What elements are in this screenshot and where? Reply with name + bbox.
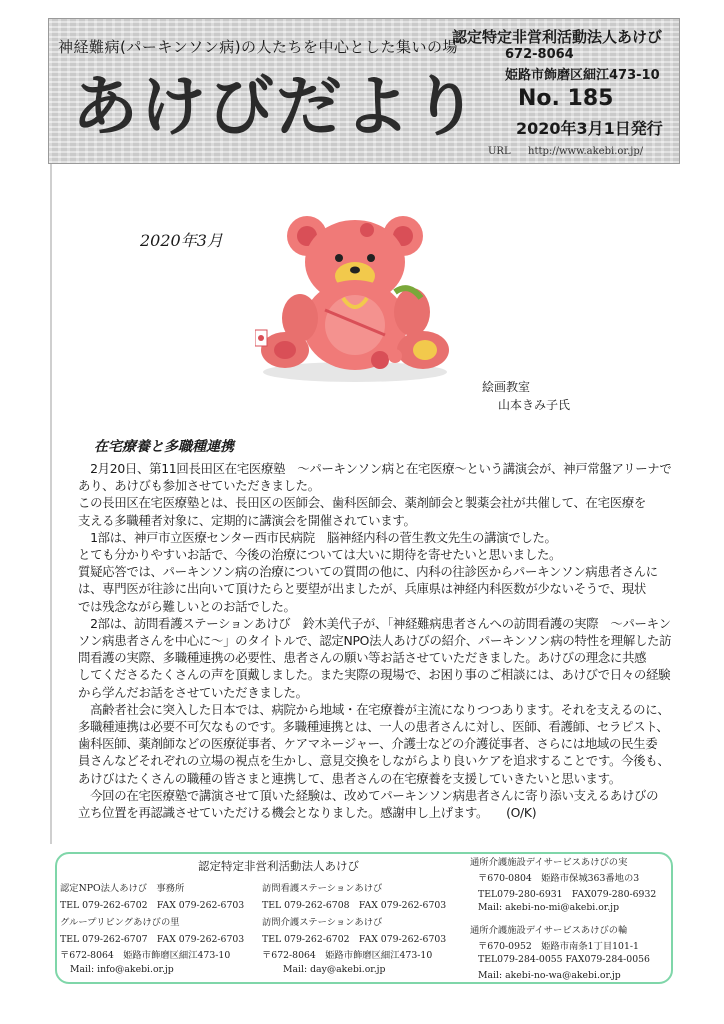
article-line: ソン病患者さんを中心に～」のタイトルで、認定NPO法人あけびの紹介、パーキンソン病の特性を理解した訪 (78, 633, 672, 649)
day-wa-mail-link[interactable]: Mail: akebi-no-wa@akebi.or.jp (478, 970, 621, 981)
article-line: この長田区在宅医療塾とは、長田区の医師会、歯科医師会、薬剤師会と製薬会社が共催して、在宅医療を (78, 495, 647, 511)
article-line: 2部は、訪問看護ステーションあけび 鈴木美代子が、「神経難病患者さんへの訪問看護の実際 ～パーキン (78, 615, 671, 631)
article-title: 在宅療養と多職種連携 (94, 439, 234, 455)
article-line: 歯科医師、薬剤師などの医療従事者、ケアマネージャー、介護士などの介護従事者、さらには地域の民生委 (78, 736, 658, 752)
nursing-name: 訪問看護ステーションあけび (262, 883, 383, 894)
article-line: 1部は、神戸市立医療センター西市民病院 脳神経内科の菅生教文先生の講演でした。 (78, 529, 557, 545)
issue-number: No. 185 (518, 86, 614, 111)
article-line: 今回の在宅医療塾で講演させて頂いた経験は、改めてパーキンソン病患者さんに寄り添い支えるあけびの (78, 787, 659, 803)
care-address: 〒672-8064 姫路市飾磨区細江473-10 (262, 950, 433, 961)
article-line: 立ち位置を再認識させていただける機会となりました。感謝申し上げます。 (O/K) (78, 805, 537, 821)
article-line: 質疑応答では、パーキンソン病の治療についての質問の他に、内科の往診医からパーキンソン病患者さんに (78, 564, 658, 580)
office-name: 認定NPO法人あけび 事務所 (60, 883, 185, 894)
org-name: 認定特定非営利活動法人あけび (452, 28, 663, 46)
office-tel: TEL 079-262-6702 FAX 079-262-6703 (60, 900, 245, 911)
artist-name: 山本きみ子氏 (498, 398, 571, 412)
issue-date: 2020年3月1日発行 (516, 119, 663, 138)
newsletter-title: あけびだより (72, 68, 480, 145)
article-line: 員さんなどそれぞれの立場の視点を生かし、意見交換をしながらより良いケアを追求することです。今後も、 (78, 753, 670, 769)
article-line: では残念ながら難しいとのお話でした。 (78, 598, 296, 614)
day-mi-mail-link[interactable]: Mail: akebi-no-mi@akebi.or.jp (478, 902, 620, 913)
article-line: 2月20日、第11回長田区在宅医療塾 ～パーキンソン病と在宅医療～という講演会が、神戸常盤アリーナで (78, 461, 672, 476)
article-line: あけびはたくさんの職種の皆さまと連携して、患者さんの在宅療養を支援していきたいと思います。 (78, 770, 621, 786)
article-line: あり、あけびも参加させていただきました。 (78, 478, 320, 494)
url-label: URL (488, 146, 511, 157)
illustration-date: 2020年3月 (140, 231, 223, 250)
article-line: 問看護の実際、多職種連携の必要性、患者さんの願い等お話させていただきました。あけびの理念に共感 (78, 650, 647, 666)
article-line: 支える多職種者対象に、定期的に講演会を開催されています。 (78, 512, 416, 528)
article-line: は、専門医が往診に出向いて頂けたらと要望が出ましたが、兵庫県は神経内科医数が少ないそうで、現状 (78, 581, 647, 597)
day-wa-tel: TEL079-284-0055 FAX079-284-0056 (478, 954, 650, 965)
group-home-tel: TEL 079-262-6707 FAX 079-262-6703 (60, 934, 245, 945)
article-line: 高齢者社会に突入した日本では、病院から地域・在宅療養が主流になりつつあります。それを支えるのに、 (78, 701, 670, 717)
page-edge-shadow (50, 164, 52, 844)
group-home-address: 〒672-8064 姫路市飾磨区細江473-10 (60, 950, 231, 961)
care-name: 訪問介護ステーションあけび (262, 917, 383, 928)
website-link[interactable]: http://www.akebi.or.jp/ (528, 146, 644, 157)
article-body (78, 460, 682, 821)
group-home-mail-link[interactable]: Mail: info@akebi.or.jp (70, 964, 174, 975)
article-line: から学んだお話をさせていただきました。 (78, 684, 308, 700)
care-tel: TEL 079-262-6702 FAX 079-262-6703 (262, 934, 447, 945)
nursing-tel: TEL 079-262-6708 FAX 079-262-6703 (262, 900, 447, 911)
org-zip: 672-8064 (505, 47, 574, 62)
day-mi-name: 通所介護施設デイサービスあけびの実 (470, 857, 628, 868)
article-line: 多職種連携は必要不可欠なものです。多職種連携とは、一人の患者さんに対し、医師、看護師、セラピスト、 (78, 719, 669, 735)
article-line: とても分かりやすいお話で、今後の治療については大いに期待を寄せたいと思いました。 (78, 547, 562, 563)
day-mi-address: 〒670-0804 姫路市保城363番地の3 (478, 873, 640, 884)
group-home-name: グループリビングあけびの里 (60, 917, 180, 928)
masthead-subtitle: 神経難病(パーキンソン病)の人たちを中心とした集いの場 (58, 38, 459, 56)
teddy-bear-painting (255, 200, 455, 385)
artist-role: 絵画教室 (482, 380, 531, 394)
footer-title: 認定特定非営利活動法人あけび (198, 859, 359, 873)
day-mi-tel: TEL079-280-6931 FAX079-280-6932 (478, 889, 657, 900)
article-line: してくださるたくさんの声を頂戴しました。また実際の現場で、お困り事のご相談には、あけびで日々の経験 (78, 667, 671, 683)
day-wa-name: 通所介護施設デイサービスあけびの輪 (470, 925, 628, 936)
org-address: 姫路市飾磨区細江473-10 (505, 68, 660, 83)
care-mail-link[interactable]: Mail: day@akebi.or.jp (283, 964, 386, 975)
day-wa-address: 〒670-0952 姫路市南条1丁目101-1 (478, 941, 639, 952)
